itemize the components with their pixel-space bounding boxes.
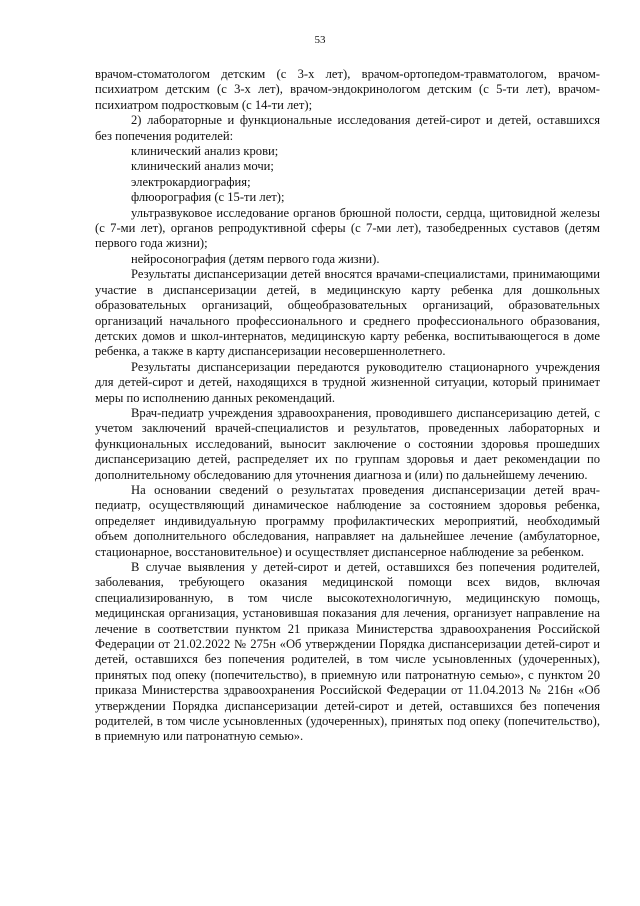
paragraph-results-recorded: Результаты диспансеризации детей вносятся врачами-специалистами, принимающими участие в диспансеризации детей, в медицинскую карту ребенка для дошкольных образовательных организаций, общеобразовательных организаций, образовательных организаций начального профессионального и среднего профессионального образования, детских домов и школ-интернатов, медицинскую карту ребенка, воспитывающегося в доме ребенка, а также в карту диспансеризации несовершеннолетнего. xyxy=(95,267,600,359)
paragraph-results-transferred: Результаты диспансеризации передаются руководителю стационарного учреждения для детей-сирот и детей, находящихся в трудной жизненной ситуации, который принимает меры по исполнению данных рекомендаций. xyxy=(95,359,600,405)
list-item-blood-test: клинический анализ крови; xyxy=(131,144,279,159)
list-item-ultrasound: ультразвуковое исследование органов брюшной полости, сердца, щитовидной железы (с 7-ми лет), органов репродуктивной сферы (с 7-ми лет), тазобедренных суставов (детям первого года жизни); xyxy=(95,205,600,251)
list-item-urine-test: клинический анализ мочи; xyxy=(131,159,274,174)
document-body xyxy=(95,67,600,745)
page-number: 53 xyxy=(314,34,326,46)
list-item-neurosonography: нейросонография (детям первого года жизни). xyxy=(131,251,380,266)
paragraph-specialists-continued: врачом-стоматологом детским (с 3-х лет), врачом-ортопедом-травматологом, врачом-психиатром детским (с 3-х лет), врачом-эндокринологом детским (с 5-ти лет), врачом-психиатром подростковым (с 14-ти лет); xyxy=(95,67,600,112)
paragraph-lab-studies: 2) лабораторные и функциональные исследования детей-сирот и детей, оставшихся без попечения родителей: xyxy=(95,113,600,143)
paragraph-referral-order: В случае выявления у детей-сирот и детей, оставшихся без попечения родителей, заболевания, требующего оказания медицинской помощи всех видов, включая специализированную, в том числе высокотехнологичную, медицинскую помощь, медицинская организация, установившая показания для лечения, организует направление на лечение в соответствии пунктом 21 приказа Министерства здравоохранения Российской Федерации от 21.02.2022 № 275н «Об утверждении Порядка диспансеризации детей-сирот и детей, оставшихся без попечения родителей, в том числе усыновленных (удочеренных), принятых под опеку (попечительство), в приемную или патронатную семью», с пунктом 20 приказа Министерства здравоохранения Российской Федерации от 11.04.2013 № 216н «Об утверждении Порядка диспансеризации детей-сирот и детей, оставшихся без попечения родителей, в том числе усыновленных (удочеренных), принятых под опеку (попечительство), в приемную или патронатную семью». xyxy=(95,560,600,744)
paragraph-individual-program: На основании сведений о результатах проведения диспансеризации детей врач-педиатр, осуществляющий динамическое наблюдение за состоянием здоровья ребенка, определяет индивидуальную программу профилактических мероприятий, необходимый объем дополнительного обследования, направляет на дальнейшее лечение (амбулаторное, стационарное, восстановительное) и осуществляет диспансерное наблюдение за ребенком. xyxy=(95,482,600,559)
paragraph-pediatrician-conclusion: Врач-педиатр учреждения здравоохранения, проводившего диспансеризацию детей, с учетом заключений врачей-специалистов и результатов, проведенных лабораторных и функциональных исследований, выносит заключение о состоянии здоровья прошедших диспансеризацию детей, распределяет их по группам здоровья и дает рекомендации по дополнительному обследованию для уточнения диагноза и (или) по дальнейшему лечению. xyxy=(95,405,600,482)
list-item-ecg: электрокардиография; xyxy=(131,174,251,189)
list-item-fluorography: флюорография (с 15-ти лет); xyxy=(131,190,285,205)
